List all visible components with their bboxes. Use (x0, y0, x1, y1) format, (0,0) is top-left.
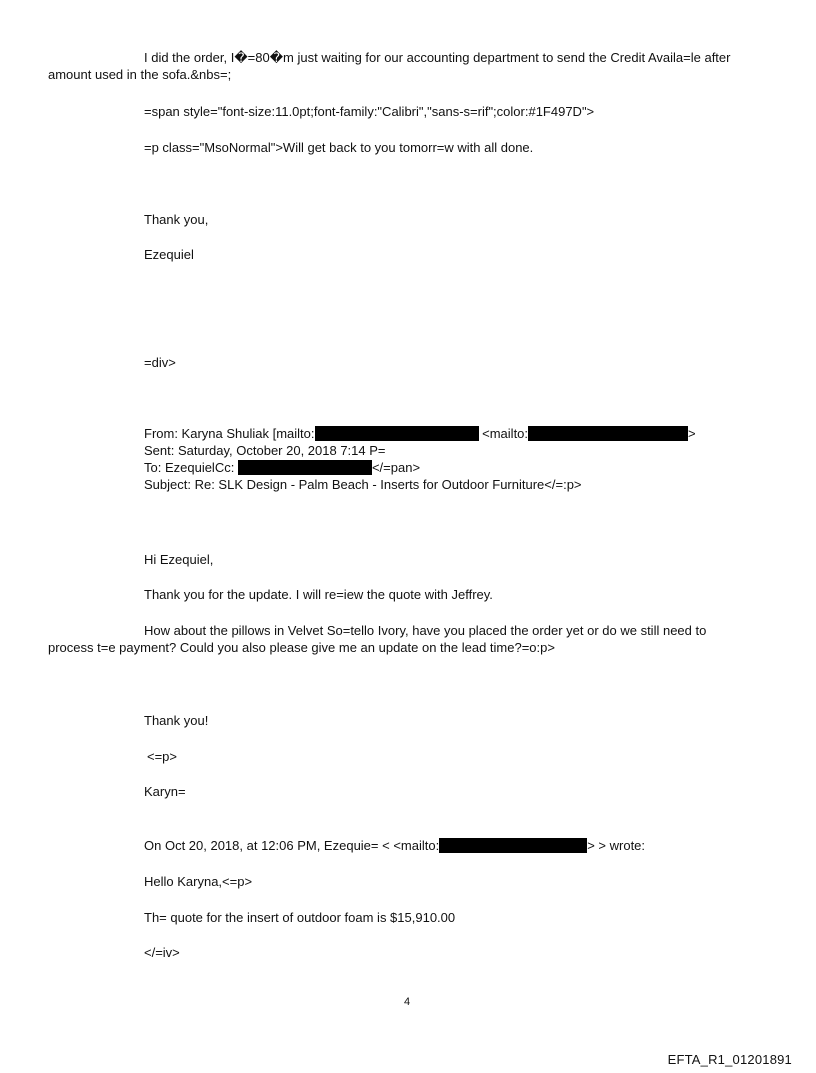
from-mailto: <mailto: (482, 426, 529, 441)
body-line-1: Thank you for the update. I will re=iew the quote with Jeffrey. (144, 587, 493, 602)
signature-ezequiel: Ezequiel (144, 247, 194, 262)
page-number: 4 (404, 996, 411, 1008)
body-line-2b: process t=e payment? Could you also please give me an update on the lead time?=o:p> (48, 640, 555, 655)
hello-line: Hello Karyna,<=p> (144, 874, 253, 889)
redaction-box (315, 426, 479, 441)
closing-thanks: Thank you, (144, 212, 209, 227)
from-end: > (688, 426, 696, 441)
para1-line2: amount used in the sofa.&nbs=; (48, 67, 232, 82)
redaction-box (439, 838, 587, 853)
to-suffix: </=pan> (371, 460, 421, 475)
greeting: Hi Ezequiel, (144, 552, 214, 567)
bates-number: EFTA_R1_01201891 (667, 1052, 792, 1067)
email-from-line (144, 426, 696, 442)
email-subject-line: Subject: Re: SLK Design - Palm Beach - Inserts for Outdoor Furniture</=:p> (144, 477, 582, 492)
para1-line1: I did the order, I�=80�m just waiting for our accounting department to send the Credit Availa=le after (144, 50, 731, 65)
to-prefix: To: EzequielCc: (144, 460, 235, 475)
email-sent-line: Sent: Saturday, October 20, 2018 7:14 P= (144, 443, 386, 458)
p-class-line: =p class="MsoNormal">Will get back to you tomorr=w with all done. (144, 140, 534, 155)
div-tag-line: =div> (144, 355, 176, 370)
quote-amount-line: Th= quote for the insert of outdoor foam is $15,910.00 (144, 910, 456, 925)
body-line-2a: How about the pillows in Velvet So=tello Ivory, have you placed the order yet or do we still need to (144, 623, 707, 638)
quote-header-prefix: On Oct 20, 2018, at 12:06 PM, Ezequie= < <mailto: (144, 838, 440, 853)
closing-thanks-2: Thank you! (144, 713, 209, 728)
quote-header-line (144, 838, 645, 854)
email-to-line (144, 460, 420, 476)
redaction-box (528, 426, 688, 441)
from-prefix: From: Karyna Shuliak [mailto: (144, 426, 315, 441)
redaction-box (238, 460, 372, 475)
signature-karyn: Karyn= (144, 784, 186, 799)
p-tag-line: <=p> (147, 749, 178, 764)
quote-header-suffix: > > wrote: (587, 838, 646, 853)
span-style-line: =span style="font-size:11.0pt;font-family:"Calibri","sans-s=rif";color:#1F497D"> (144, 104, 595, 119)
iv-tag-line: </=iv> (144, 945, 180, 960)
